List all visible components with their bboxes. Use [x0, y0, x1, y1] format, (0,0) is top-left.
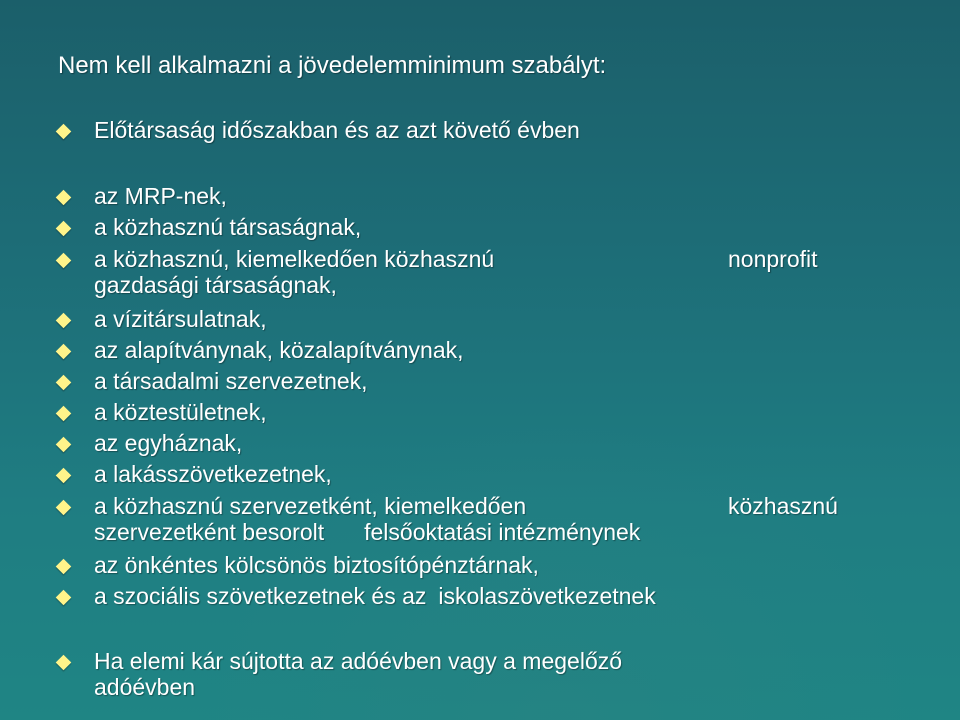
list-item-text: az alapítványnak, közalapítványnak, [94, 337, 464, 363]
diamond-bullet-icon [56, 590, 72, 606]
diamond-bullet-icon [56, 406, 72, 422]
diamond-bullet-icon [56, 655, 72, 671]
diamond-bullet-icon [56, 437, 72, 453]
list-item-text-part: iskolaszövetkezetnek [438, 583, 656, 609]
list-item [58, 400, 878, 426]
list-item-text: a közhasznú, kiemelkedően közhasznú [94, 246, 495, 272]
list-item-text: az MRP-nek, [94, 183, 227, 209]
diamond-bullet-icon [56, 375, 72, 391]
list-item-text: a vízitársulatnak, [94, 306, 267, 332]
list-item-text-part: a szociális szövetkezetnek és az [94, 583, 427, 609]
list-item [58, 118, 878, 144]
diamond-bullet-icon [56, 559, 72, 575]
diamond-bullet-icon [56, 313, 72, 329]
slide-title: Nem kell alkalmazni a jövedelemminimum szabályt: [58, 52, 607, 79]
list-item [58, 338, 878, 364]
list-item-text: a társadalmi szervezetnek, [94, 368, 368, 394]
list-item [58, 462, 878, 488]
list-item [58, 431, 878, 457]
list-item-continuation [94, 520, 878, 546]
list-item-text: a közhasznú szervezetként, kiemelkedően [94, 493, 527, 519]
list-item [58, 247, 878, 298]
diamond-bullet-icon [56, 344, 72, 360]
list-item-continuation: gazdasági társaságnak, [94, 271, 337, 298]
list-item-text: a közhasznú társaságnak, [94, 214, 362, 240]
list-item-text: a lakásszövetkezetnek, [94, 461, 332, 487]
list-item [58, 553, 878, 579]
diamond-bullet-icon [56, 221, 72, 237]
list-item-continuation-part: szervezetként besorolt [94, 518, 325, 545]
list-item-text: Előtársaság időszakban és az azt követő évben [94, 117, 580, 143]
diamond-bullet-icon [56, 124, 72, 140]
list-item-text: a köztestületnek, [94, 399, 267, 425]
diamond-bullet-icon [56, 500, 72, 516]
list-item [58, 584, 878, 610]
list-item-continuation-part: felsőoktatási intézménynek [364, 518, 641, 545]
list-item-text: Ha elemi kár sújtotta az adóévben vagy a megelőző [94, 648, 623, 674]
list-item [58, 184, 878, 210]
list-item-text: az önkéntes kölcsönös biztosítópénztárnak, [94, 552, 539, 578]
list-item [58, 649, 878, 700]
diamond-bullet-icon [56, 190, 72, 206]
list-item-right-text: közhasznú [728, 493, 838, 519]
list-item [58, 369, 878, 395]
list-item-text [94, 584, 878, 610]
list-item [58, 215, 878, 241]
list-item [58, 494, 878, 545]
diamond-bullet-icon [56, 253, 72, 269]
list-item [58, 307, 878, 333]
list-item-right-text: nonprofit [728, 246, 818, 272]
list-item-text: az egyháznak, [94, 430, 243, 456]
diamond-bullet-icon [56, 468, 72, 484]
list-item-continuation: adóévben [94, 673, 196, 700]
